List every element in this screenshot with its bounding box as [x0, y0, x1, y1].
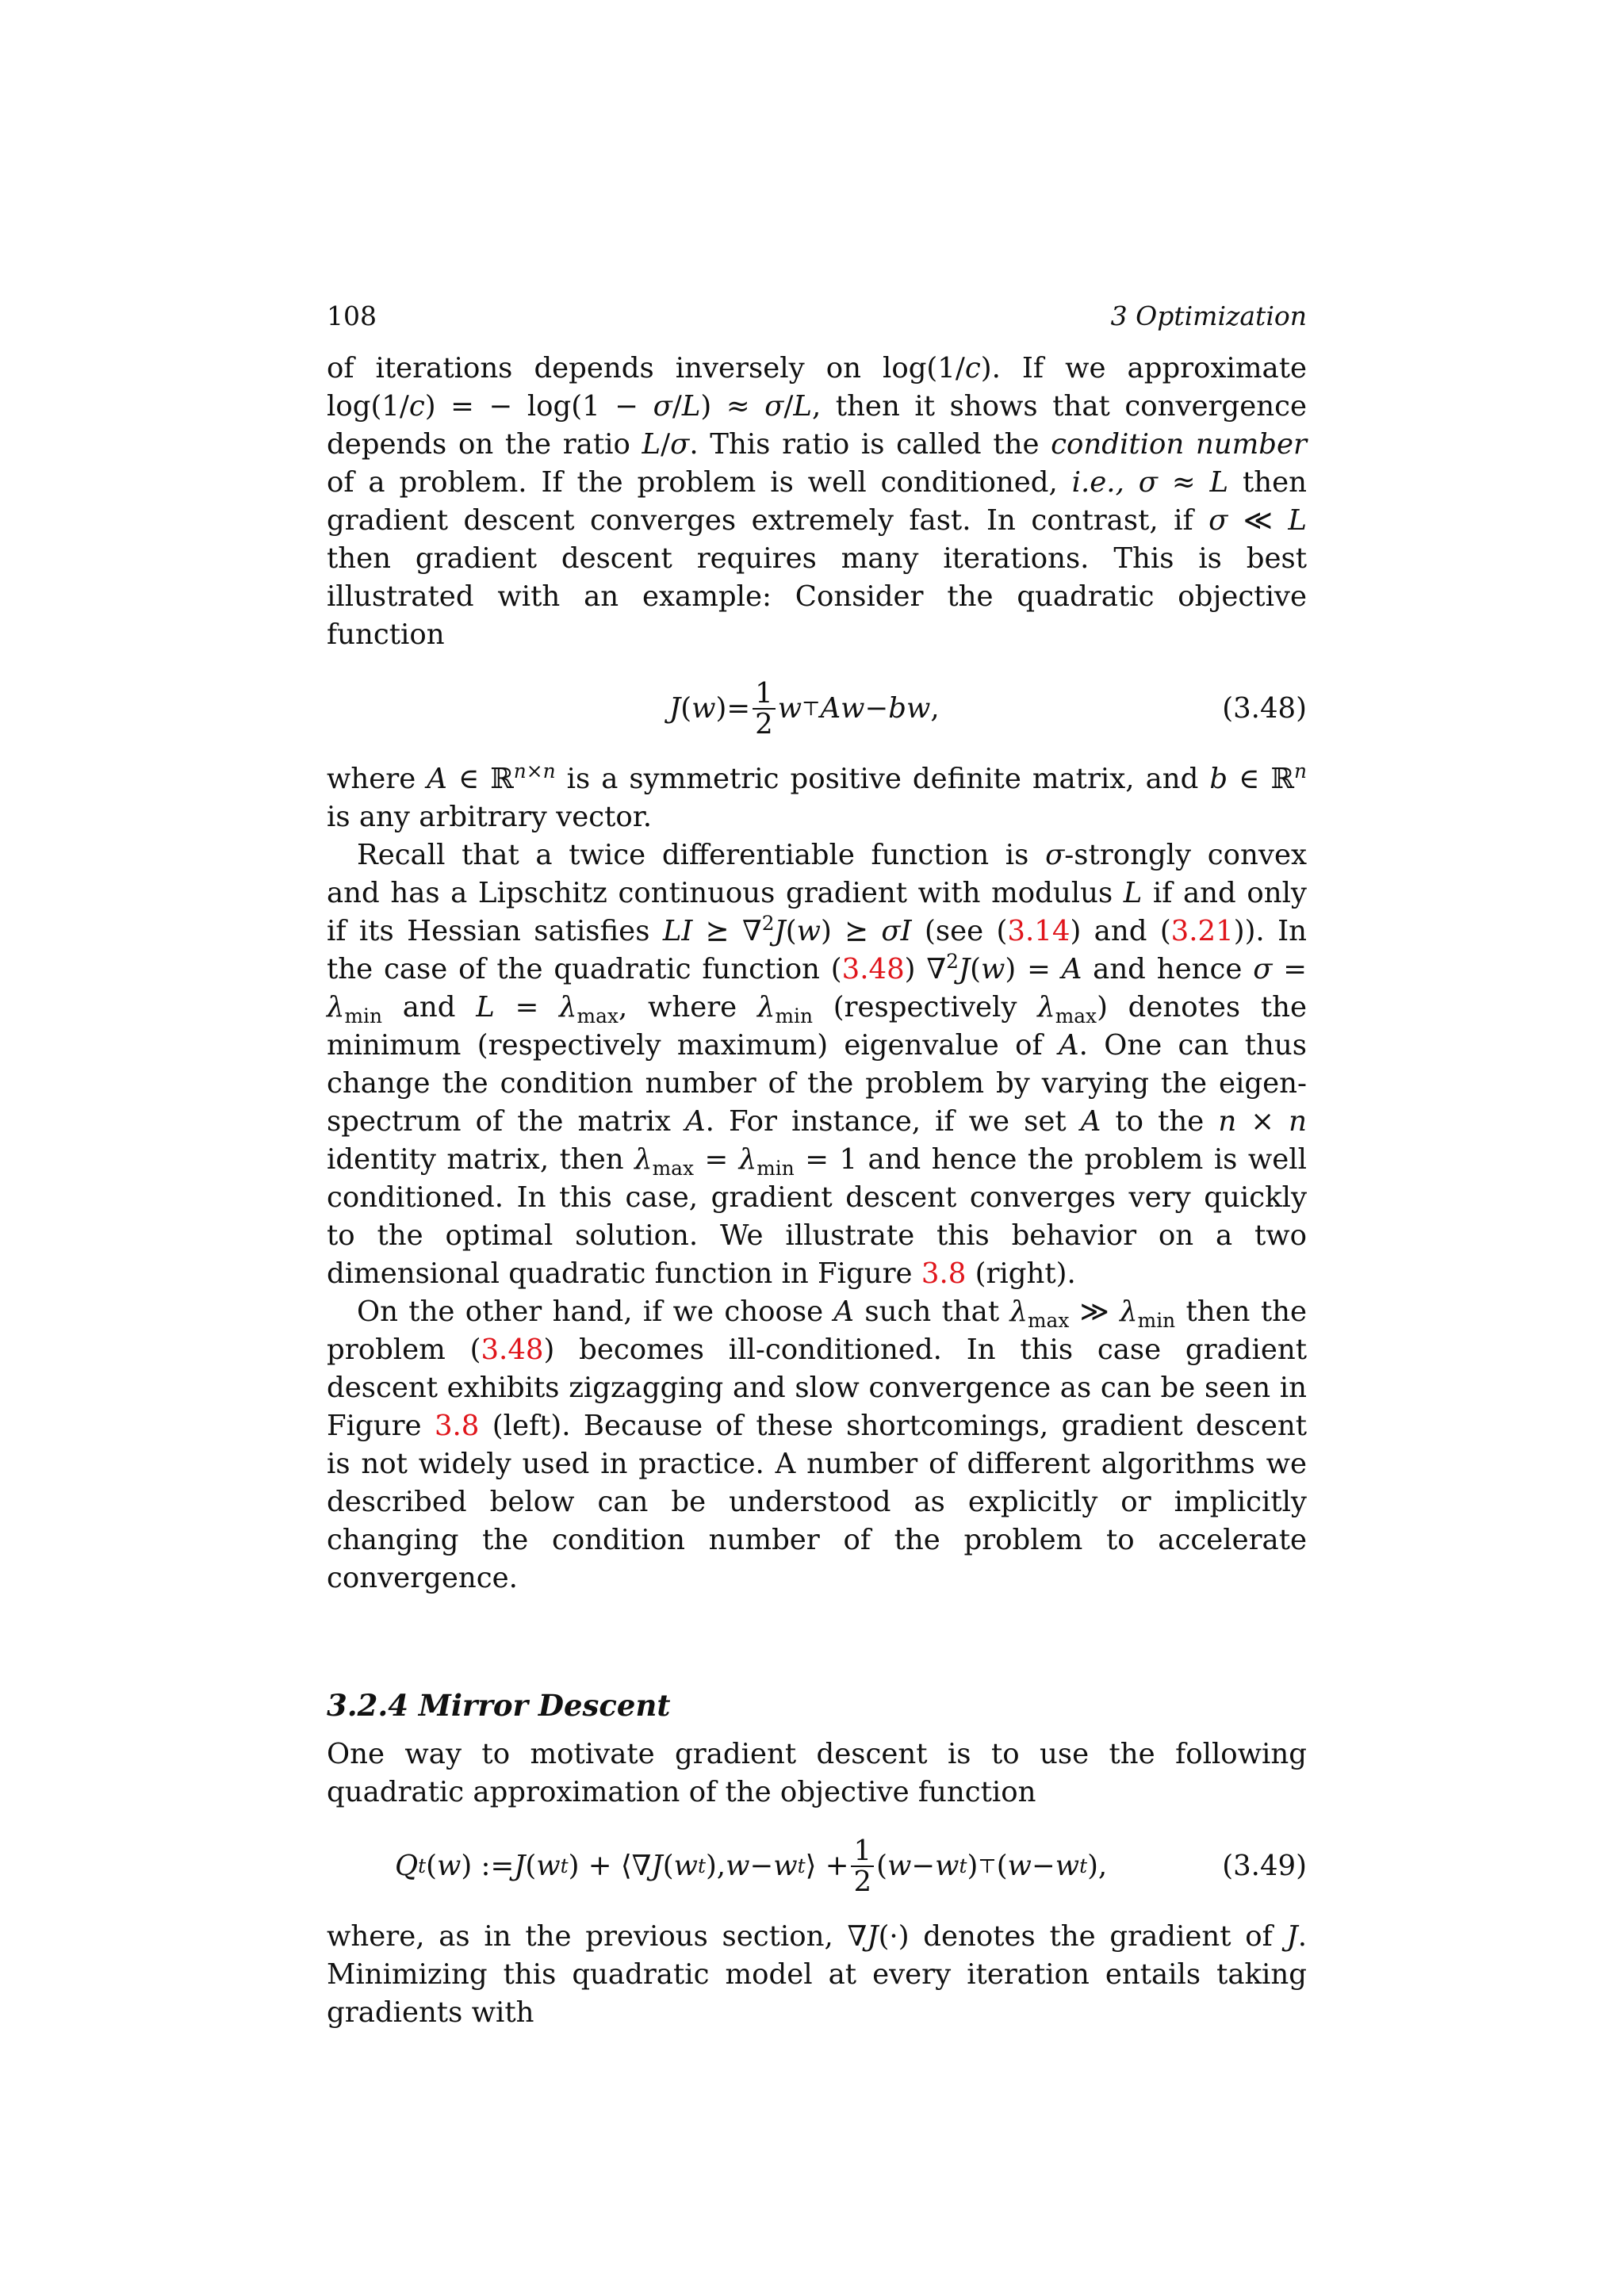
equation-3-49-body: Q t ( w ) := J ( w t ) + ⟨∇ J ( w t ), w − w t ⟩ + $\frac{1}{2}$ ( w − w t ) ⊤ ( w − w t ), [395, 1834, 1108, 1898]
term-condition-number: condition number [1051, 428, 1307, 461]
paragraph-where-a: where A ∈ ℝ$^{n\times n}$ is a symmetric positive definite matrix, and b ∈ ℝ$^n$ is any arbitrary vector. [327, 760, 1307, 833]
section-heading-mirror-descent: 3.2.4 Mirror Descent [327, 1688, 671, 1723]
paragraph-hessian: Recall that a twice differentiable function is σ-strongly convex and has a Lipschitz continuous gradient with modulus L if and only if its Hessian satisfies LI ⪰ ∇$^2$J(w) ⪰ σI (see (3.14) and (3.21)). In the case of the quadratic function (3.48) ∇$^2$J(w) = A and hence $\sigma = \lambda_{min}$ and $L = \lambda_{max}$, where $\lambda_{min}$ (respectively $\lambda_{max}$) denotes the minimum (respectively maximum) eigenvalue of A. One can thus change the condition number of the problem by varying the eigen-spectrum of the matrix A. For instance, if we set A to the n × n identity matrix, then $\lambda_{max} = \lambda_{min} = 1$ and hence the problem is well conditioned. In this case, gradient descent converges very quickly to the optimal solution. We illustrate this behavior on a two dimensional quadratic function in Figure 3.8 (right). [327, 839, 1308, 1290]
fraction-one-half: $\frac{1}{2}$ [753, 679, 776, 740]
equation-number-3-48: (3.48) [1222, 692, 1307, 725]
equation-3-48-body: J ( w ) = $\frac{1}{2}$ w ⊤ A w − b w , [669, 676, 940, 740]
running-head [327, 297, 1307, 340]
page-content [327, 297, 1307, 2032]
equation-3-48 [327, 662, 1307, 756]
ref-figure-3-8-b[interactable]: 3.8 [434, 1410, 480, 1442]
equation-3-49 [327, 1820, 1307, 1913]
paragraph-minimizing: where, as in the previous section, ∇J(·) denotes the gradient of J. Minimizing this quadratic model at every iteration entails taking gradients with [327, 1920, 1307, 2029]
paragraph-motivation: One way to motivate gradient descent is to use the following quadratic approximation of the objective function [327, 1738, 1307, 1808]
paragraph-ill-conditioned: On the other hand, if we choose A such that $\lambda_{max}$ ≫ $\lambda_{min}$ then the problem (3.48) becomes ill-conditioned. In this case gradient descent exhibits zigzagging and slow convergence as can be seen in Figure 3.8 (left). Because of these shortcomings, gradient descent is not widely used in practice. A number of different algorithms we described below can be understood as explicitly or implicitly changing the condition number of the problem to accelerate convergence. [327, 1295, 1307, 1594]
fraction-one-half-b: $\frac{1}{2}$ [851, 1836, 874, 1897]
chapter-title: 3 Optimization [1110, 300, 1307, 331]
ref-eq-3-48[interactable]: 3.48 [841, 953, 905, 985]
ref-eq-3-48-b[interactable]: 3.48 [481, 1334, 544, 1366]
paragraph-condition-number: of iterations depends inversely on log(1/c). If we approximate log(1/c) = − log(1 − σ/L) ≈ σ/L, then it shows that convergence depends on the ratio L/σ. This ratio is called the condition number of a problem. If the problem is well conditioned, i.e., σ ≈ L then gradient descent converges extremely fast. In contrast, if σ ≪ L then gradient descent requires many iterations. This is best illustrated with an example: Consider the quadratic objective function [327, 352, 1307, 651]
ref-eq-3-14[interactable]: 3.14 [1007, 915, 1071, 947]
ref-figure-3-8[interactable]: 3.8 [921, 1257, 967, 1290]
ref-eq-3-21[interactable]: 3.21 [1170, 915, 1234, 947]
equation-number-3-49: (3.49) [1222, 1850, 1307, 1882]
page-number: 108 [327, 300, 377, 331]
